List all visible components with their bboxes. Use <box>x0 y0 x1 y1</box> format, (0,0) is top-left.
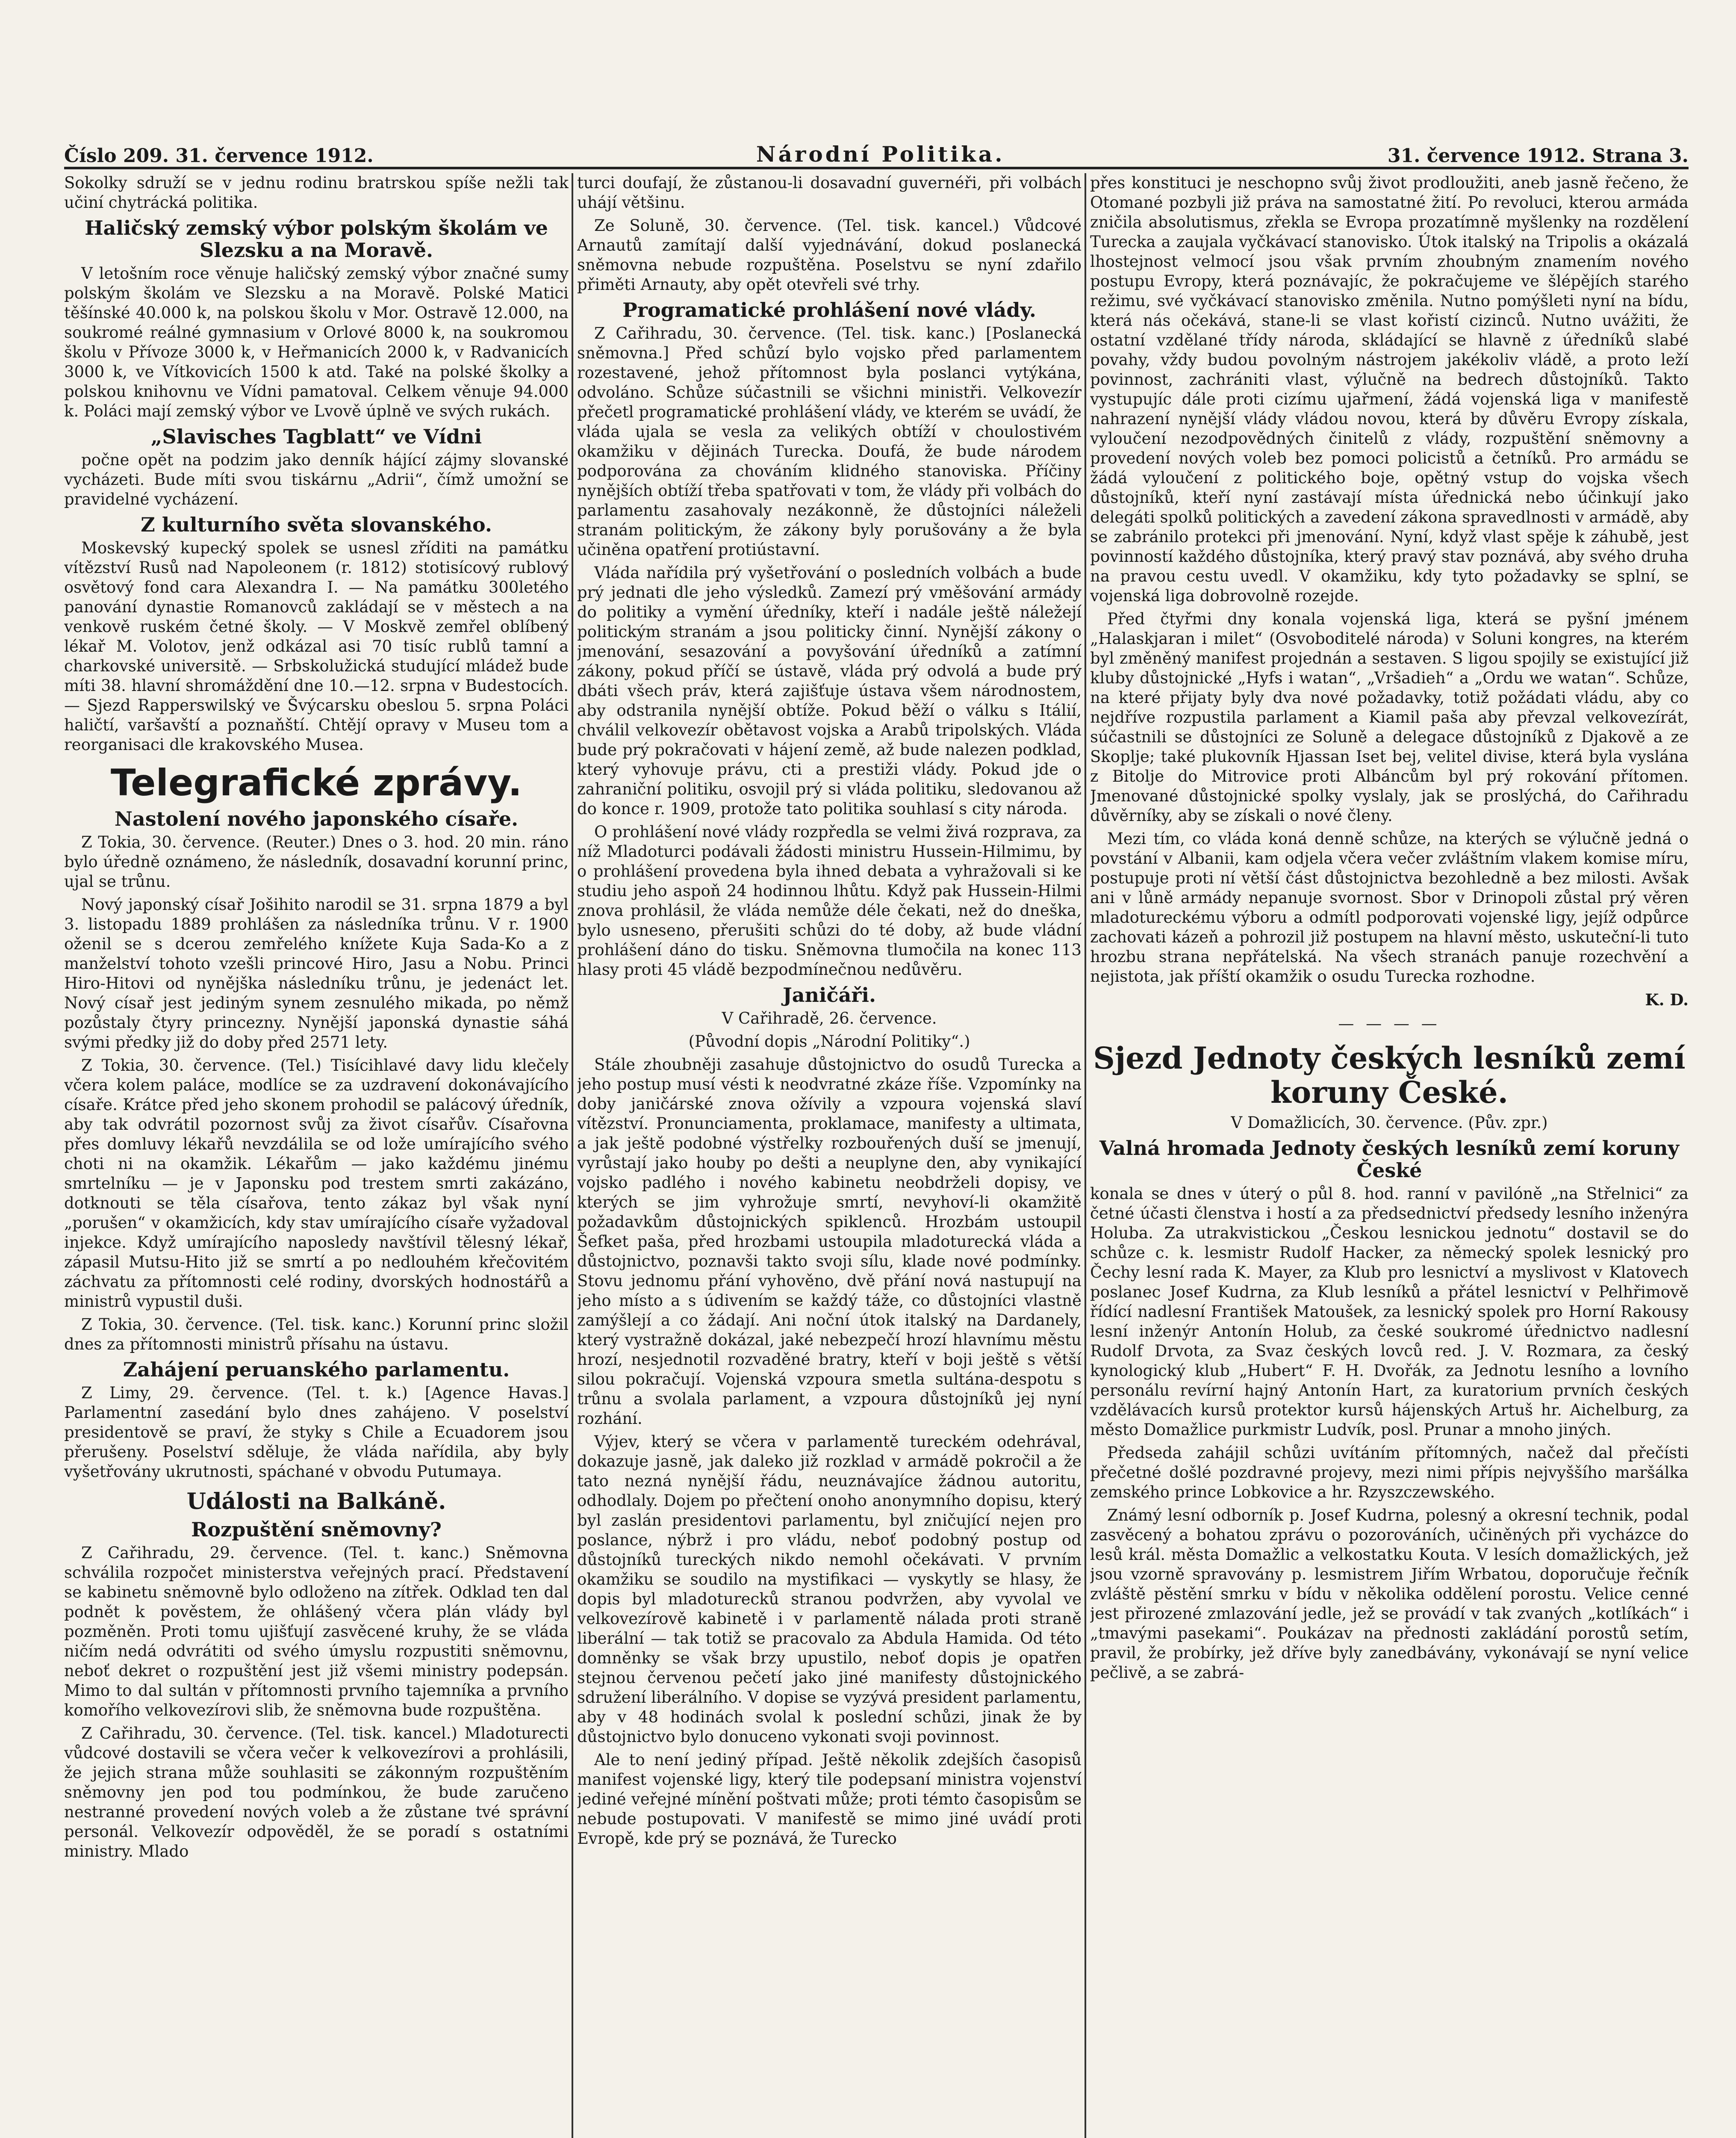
article-text: Vláda nařídila prý vyšetřování o posledních volbách a bude prý jednati dle jeho výsledků. Zamezí prý vměšování armády do politiky a vymění úředníky, kteří i nadále ještě náležejí politickým stranám a jsou politicky činní. Nynější zákony o jmenování, sesazování a povyšování úředníků a zatímní zákony, pokud příčí se ústavě, vláda prý odvolá a bude prý dbáti všech práv, která zajišťuje ústava všem národnostem, aby odstranila nynější obtíže. Pokud běží o válku s Itálií, chválil velkovezír obětavost vojska a Arabů tripolských. Vláda bude prý pokračovati v hájení země, až bude nalezen podklad, který vyhovuje právu, cti a prestiži vlády. Pokud jde o zahraniční politiku, osvojil prý si vláda politiku, sledovanou až do konce r. 1909, protože tato politika souhlasí s city národa. <box>577 564 1082 818</box>
headline: Rozpuštění sněmovny? <box>191 1518 442 1541</box>
article-text: Ze Soluně, 30. července. (Tel. tisk. kancel.) Vůdcové Arnautů zamítají další vyjednávání, dokud poslanecká sněmovna nebude rozpuštěna. Poselstvu se nyní zdařilo přiměti Arnauty, aby opět otevřeli své trhy. <box>577 216 1082 294</box>
article-text: Z Limy, 29. července. (Tel. t. k.) [Agence Havas.] Parlamentní zasedání bylo dnes zahájeno. V poselství presidentově se praví, že styky s Chile a Ecuadorem jsou přerušeny. Poselství sděluje, že vláda nařídila, aby byly vyšetřovány ukrutnosti, spáchané v obvodu Putumaya. <box>64 1384 569 1481</box>
masthead-title: Národní Politika. <box>756 142 1005 167</box>
article-text: Z Cařihradu, 30. července. (Tel. tisk. kanc.) [Poslanecká sněmovna.] Před schůzí bylo vojsko před parlamentem rozestavené, jehož přítomnost byla poslanci vytýkána, odvoláno. Schůze súčastnili se všichni ministři. Velkovezír přečetl programatické prohlášení vlády, ve kterém se uvádí, že vláda ujala se vesla za velikých obtíží v choulostivém okamžiku v dějinách Turecka. Doufá, že bude národem podporována za chováním klidného stanoviska. Příčiny nynějších obtíží třeba spatřovati v tom, že vlády při volbách do parlamentu zasahovaly nezákonně, že důstojníci náleželi stranám politickým, že zákony byly porušovány a že byla učiněna opatření protiústavní. <box>577 324 1082 559</box>
column-rule <box>1085 173 1086 2138</box>
article-text: Z Tokia, 30. července. (Reuter.) Dnes o 3. hod. 20 min. ráno bylo úředně oznámeno, že následník, dosavadní korunní princ, ujal se trůnu. <box>64 833 569 891</box>
article-text: Výjev, který se včera v parlamentě tureckém odehrával, dokazuje jasně, jak daleko již rozklad v armádě pokročil a že tato nezná nynější řádu, neuznávajíce žádnou autoritu, odhodlaly. Dojem po přečtení onoho anonymního dopisu, který byl zaslán presidentovi parlamentu, byl zničující nejen pro poslance, nýbrž i pro vládu, neboť podobný postup od důstojníků tureckých nikdo nemohl očekávati. V prvním okamžiku se soudilo na mystifikaci — vyskytly se hlasy, že dopis byl mladoturecků stranou podvržen, aby vyvolal ve velkovezírově kabinetě i v parlamentě nálada proti straně liberální — tak totiž se pracovalo za Abdula Hamida. Od této domněnky se však brzy upustilo, neboť dopis je opatřen stejnou červenou pečetí jako jiné manifesty důstojnického sdružení liberálního. V dopise se vyzývá president parlamentu, aby v 48 hodinách svolal k poslední schůzi, jinak že by důstojnictvo bylo donuceno vykonati svoji povinnost. <box>577 1432 1082 1746</box>
article-text: Nový japonský císař Jošihito narodil se 31. srpna 1879 a byl 3. listopadu 1889 prohlášen za následníka trůnu. V r. 1900 oženil se s dcerou zemřelého knížete Kuja Sada-Ko a z manželství tohoto vzešli princové Hiro, Jasu a Nobu. Princi Hiro-Hitovi od nynějška následníku trůnu, je jedenáct let. Nový císař jest jediným synem zesnulého mikada, po němž pozůstaly čtyry princezny. Nynější japonská dynastie sáhá svými předky již do doby před 2571 lety. <box>64 895 569 1051</box>
dateline: V Domažlicích, 30. července. (Pův. zpr.) <box>1231 1113 1548 1132</box>
column-1 <box>64 173 569 2138</box>
article-text: Mezi tím, co vláda koná denně schůze, na kterých se výlučně jedná o povstání v Albanii, kam odjela včera večer zvláštním vlakem komise míru, postupuje proti ní větší část důstojnictva bezohledně a bez milosti. Avšak ani v lůně armády nepanuje svornost. Sbor v Drinopoli zůstal prý věren mladotureckému výboru a odmítl podporovati vojenské ligy, jejíž odpůrce zachovati kázeň a pohrozil již postupem na hlavní město, uskuteční-li tuto hrozbu strana nepřátelská. Na všech stranách panuje rozechvění a nejistota, jak příští okamžik o osudu Turecka rozhodne. <box>1090 830 1689 986</box>
article-text: Předseda zahájil schůzi uvítáním přítomných, načež dal přečísti přečetné došlé pozdravné projevy, mezi nimi přípis nejvyššího maršálka zemského prince Lobkovice a hr. Rzyszczewského. <box>1090 1444 1689 1501</box>
headline: Janičáři. <box>782 983 876 1007</box>
article-text: Před čtyřmi dny konala vojenská liga, která se pyšní jménem „Halaskjaran i milet“ (Osvoboditelé národa) v Soluni kongres, na kterém byl změněný manifest projednán a sestaven. S ligou spojily se existující již kluby důstojnické „Hyfs i watan“, „Vršadieh“ a „Ordu we watan“. Schůze, na které přijaty byly dva nové požadavky, totiž požádati vládu, aby co nejdříve rozpustila parlament a Kiamil paša aby převzal velkovezírát, súčastnili se důstojníci ze Soluně a delegace důstojníků z Djakově a ze Skoplje; také plukovník Hjassan Iset bej, velitel divise, která byla vyslána z Bitolje do Mitrovice proti Albáncům byl prý rokování přítomen. Jmenované důstojnické spolky vyslaly, jak se proslýchá, do Cařihradu důvěrníky, aby se získali o nové členy. <box>1090 610 1689 825</box>
author-signature: K. D. <box>1645 990 1689 1009</box>
headline: Z kulturního světa slovanského. <box>141 513 492 536</box>
section-title: Události na Balkáně. <box>186 1488 446 1515</box>
article-text: Sokolky sdruží se v jednu rodinu bratrskou spíše nežli tak učiní chytrácká politika. <box>64 174 569 212</box>
article-text: Z Cařihradu, 29. července. (Tel. t. kanc.) Sněmovna schválila rozpočet ministerstva veřejných prací. Představení se kabinetu sněmovně bylo odloženo na zítřek. Odklad ten dal podnět k pověstem, že ohlášený včera plán vlády byl pozměněn. Proti tomu ujišťují zasvěcené kruhy, že se vláda ničím nedá odvrátiti od svého úmyslu rozpustiti sněmovnu, neboť dekret o rozpuštění jest již všemi ministry podepsán. Mimo to dal sultán v přítomnosti prvního tajemníka a prvního komořího velkovezírovi slib, že sněmovna bude rozpuštěna. <box>64 1544 569 1719</box>
dateline: (Původní dopis „Národní Politiky“.) <box>688 1032 970 1051</box>
headline: Zahájení peruanského parlamentu. <box>123 1358 510 1381</box>
column-3 <box>1090 173 1689 2138</box>
article-text: Z Tokia, 30. července. (Tel. tisk. kanc.) Korunní princ složil dnes za přítomnosti ministrů přísahu na ústavu. <box>64 1315 569 1353</box>
column-2 <box>577 173 1082 2138</box>
section-title: Telegrafické zprávy. <box>110 762 522 804</box>
headline: Programatické prohlášení nové vlády. <box>622 298 1036 322</box>
article-text: turci doufají, že zůstanou-li dosavadní guvernéři, při volbách uhájí většinu. <box>577 174 1082 212</box>
separator: — — — — <box>1338 1014 1441 1033</box>
article-text: Moskevský kupecký spolek se usnesl zříditi na památku vítězství Rusů nad Napoleonem (r. 1812) stotisícový rublový osvětový fond cara Alexandra I. — Na památku 300letého panování dynastie Romanovců zakládají se v městech a na venkově ruském četné školy. — V Moskvě zemřel oblíbený lékař M. Volotov, jenž odkázal asi 70 tisíc rublů tamní a charkovské universitě. — Srbskolužická studující mládež bude míti 38. hlavní shromáždění dne 10.—12. srpna v Budestocích. — Sjezd Rapperswilský ve Švýcarsku obeslou 5. srpna Poláci haličtí, varšavští a poznaňští. Chtějí opravy v Museu tom a reorganisaci dle krakovského Musea. <box>64 539 569 754</box>
article-text: O prohlášení nové vlády rozpředla se velmi živá rozprava, za níž Mladoturci podávali žádosti ministru Hussein-Hilmimu, by o prohlášení provedena byla ihned debata a vyhražovali si ke studiu jeho aspoň 24 hodinnou lhůtu. Když pak Hussein-Hilmi znova prohlásil, že vláda nemůže déle čekati, než do dneška, bylo usneseno, přerušiti schůzi do té doby, až bude vládní prohlášení dáno do tisku. Sněmovna tlumočila na konec 113 hlasy proti 45 vládě bezpodmínečnou nedůvěru. <box>577 823 1082 979</box>
headline: Nastolení nového japonského císaře. <box>114 807 519 830</box>
column-rule <box>572 173 573 2138</box>
article-text: počne opět na podzim jako denník hájící zájmy slovanské vycházeti. Bude míti svou tiskárnu „Adrii“, čímž umožní se pravidelné vycházení. <box>64 451 569 508</box>
masthead-issue: Číslo 209. 31. července 1912. <box>64 145 374 167</box>
masthead <box>64 135 1689 169</box>
article-text: konala se dnes v úterý o půl 8. hod. ranní v pavilóně „na Střelnici“ za četné účasti členstva i hostí a za předsednictví předsedy lesního inženýra Holuba. Za utrakvistickou „Českou lesnickou jednotu“ dostavil se do schůze c. k. lesmistr Rudolf Hacker, za německý spolek lesnický pro Čechy lesní rada K. Mayer, za Klub pro lesnictví a myslivost v Klatovech poslanec Josef Kudrna, za Klub lesníků a přátel lesnictví v Pelhřimově řídící nadlesní František Matoušek, za lesnický spolek pro Horní Rakousy lesní inženýr Antonín Holub, za české soukromé úřednictvo nadlesní Rudolf Drvota, za Svaz českých lovců red. J. V. Rozmara, za český kynologický klub „Hubert“ F. H. Dvořák, za Jednotu lesního a lovního personálu revírní hajný Antonín Hart, za kuratorium prvních českých vzdělávacích kursů protektor kursů hájenských Artuš hr. Aichelburg, za město Domažlice purkmistr Ludvík, posl. Prunar a mnoho jiných. <box>1090 1184 1689 1439</box>
headline: Haličský zemský výbor polským školám ve Slezsku a na Moravě. <box>85 216 548 262</box>
article-text: Stále zhoubněji zasahuje důstojnictvo do osudů Turecka a jeho postup musí vésti k neodvratné zkáze říše. Vzpomínky na doby janičárské znova ožívily a vzpoura vojenská slaví vítězství. Pronunciamenta, proklamace, manifesty a ultimata, a jak ještě podobné výstřelky rozbouřených duší se jmenují, vyrůstají jako houby po dešti a neuplyne den, aby vynikající vojsko padlého i nového kabinetu neobdrželi dopisy, ve kterých se jim vyhrožuje smrtí, nevyhoví-li okamžitě požadavkům důstojnických spiklenců. Hrozbám ustoupil Šefket paša, před hrozbami ustoupila mladoturecká vláda a důstojnictvo, poznavši takto svoji sílu, klade nové podmínky. Stovu jednomu přání vyhověno, dvě přání nová nastupují na jeho místo a s údivením se každý táže, co důstojníci vlastně zamýšlejí a co žádají. Ani noční útok italský na Dardanely, který vystražně dokázal, jaké nebezpečí hrozí hlavnímu městu hrozí, nesjednotil rozvaděné bratry, kteří v boji ještě s větší silou pokračují. Vojenská vzpoura smetla sultána-despotu s trůnu a svolala parlament, a vzpoura důstojníků jej nyní rozhání. <box>577 1055 1082 1428</box>
article-text: V letošním roce věnuje haličský zemský výbor značné sumy polským školám ve Slezsku a na Moravě. Polské Matici těšínské 40.000 k, na polskou školu v Mor. Ostravě 12.000, na soukromé reálné gymnasium v Orlové 8000 k, na soukromou školu v Přívoze 3000 k, v Heřmanicích 2000 k, v Radvanicích 3000 k, ve Vítkovicích 1500 k atd. Také na polské školky a polskou knihovnu ve Vídni pamatoval. Celkem věnuje 94.000 k. Poláci mají zemský výbor ve Lvově úplně ve svých rukách. <box>64 264 569 420</box>
article-text: přes konstituci je neschopno svůj život prodloužiti, aneb jasně řečeno, že Otomané pozbyli již práva na samostatné žití. Po revoluci, kterou armáda zničila absolutismus, zřekla se Evropa prozatímně myšlenky na rozdělení Turecka a zaujala vyčkávací stanovisko. Útok italský na Tripolis a okázalá lhostejnost velmocí jsou však prvním zhoubným znamením nového postupu Evropy, která poznávajíc, že pokračujeme ve šlépějích starého režimu, své vyčkávací stanovisko změnila. Nutno pomýšleti nyní na bídu, která nás očekává, stane-li se vlast kořistí cizinců. Nutno uvážiti, že ostatní vzdělané třídy národa, skládající se hlavně z úředníků slabé povahy, vždy budou povolným nástrojem jakékoliv vládě, a proto leží povinnost, zachrániti vlast, výlučně na bedrech důstojníků. Takto vystupujíc dále proti cizímu ujařmení, žádá vojenská liga v manifestě nahrazení nynější vlády vládou novou, která by důvěru Evropy získala, vyloučení nezodpovědných činitelů z vlády, rozpuštění sněmovny a provedení nových voleb bez pomoci policistů a četníků. Pro armádu se žádá vyloučení z politického boje, opětný vstup do vojska všech důstojníků, kteří nyní zastávají místa úřednická nebo účinkují jako delegáti spolků politických a zavedení zákona spravedlnosti v armádě, aby se zabránilo protekci při jmenování. Nyní, když vlast spěje k záhubě, jest povinností každého důstojníka, který pravý stav poznává, aby svého druha na pravou cestu uvedl. V okamžiku, kdy tyto požadavky se splní, se vojenská liga dobrovolně rozejde. <box>1090 174 1689 605</box>
article-text: Známý lesní odborník p. Josef Kudrna, polesný a okresní technik, podal zasvěcený a bohatou zprávu o pozorováních, učiněných při vycházce do lesů král. města Domažlic a velkostatku Kouta. V lesích domažlických, jež jsou vzorně spravovány p. lesmistrem Jiřím Wrbatou, doporučuje řečník zvláště pěstění smrku v bídu v několika oddělení porostu. Velice cenné jest přirozené zmlazování jedle, jež se provádí v tak zvaných „kotlíkách“ i „tmavými pasekami“. Poukázav na přednosti zakládání porostů setím, pravil, že probírky, jež dříve byly zanedbávány, vykonávají se nyní velice pečlivě, a se zabrá- <box>1090 1506 1689 1682</box>
article-text: Z Tokia, 30. července. (Tel.) Tisícihlavé davy lidu klečely včera kolem paláce, modlíce se za uzdravení dokonávajícího císaře. Krátce před jeho skonem prohodil se palácový úředník, aby tak odvrátil pozornost svůj za život císařův. Císařovna přes domluvy lékařů nevzdálila se od lože umírajícího svého choti ni na okamžik. Lékařům — jako každému jinému smrtelníku — je v Japonsku pod trestem smrti zakázáno, dotknouti se těla císařova, tento zákaz byl však nyní „porušen“ v okamžicích, kdy stav umírajícího císaře vyžadoval injekce. Když umírajícího naposledy navštívil tělesný lékař, zápasil Mutsu-Hito již se smrtí a po nedlouhém křečovitém záchvatu za přítomnosti celé rodiny, dvorských hodnostářů a ministrů vypustil duši. <box>64 1056 569 1311</box>
article-text: Ale to není jediný případ. Ještě několik zdejších časopisů manifest vojenské ligy, který tile podepsaní ministra vojenství jediné veřejné mínění poštvati může; proti témto časopisům se nebude postupovati. V manifestě se mimo jiné uvádí proti Evropě, kde prý se poznává, že Turecko <box>577 1751 1082 1848</box>
article-text: Z Cařihradu, 30. července. (Tel. tisk. kancel.) Mladoturecti vůdcové dostavili se včera večer k velkovezírovi a prohlásili, že jejich strana může souhlasiti se zákonným rozpuštěním sněmovny jen pod tou podmínkou, že bude zaručeno nestranné provedení nových voleb a že zůstane tvé správní personál. Velkovezír odpověděl, že se poradí s ostatními ministry. Mlado <box>64 1724 569 1860</box>
headline: Valná hromada Jednoty českých lesníků zemí koruny České <box>1099 1137 1680 1182</box>
headline: „Slavisches Tagblatt“ ve Vídni <box>150 425 482 448</box>
dateline: V Cařihradě, 26. července. <box>722 1009 937 1028</box>
section-title: Sjezd Jednoty českých lesníků zemí koruny České. <box>1093 1040 1686 1110</box>
masthead-page: 31. července 1912. Strana 3. <box>1387 145 1689 167</box>
